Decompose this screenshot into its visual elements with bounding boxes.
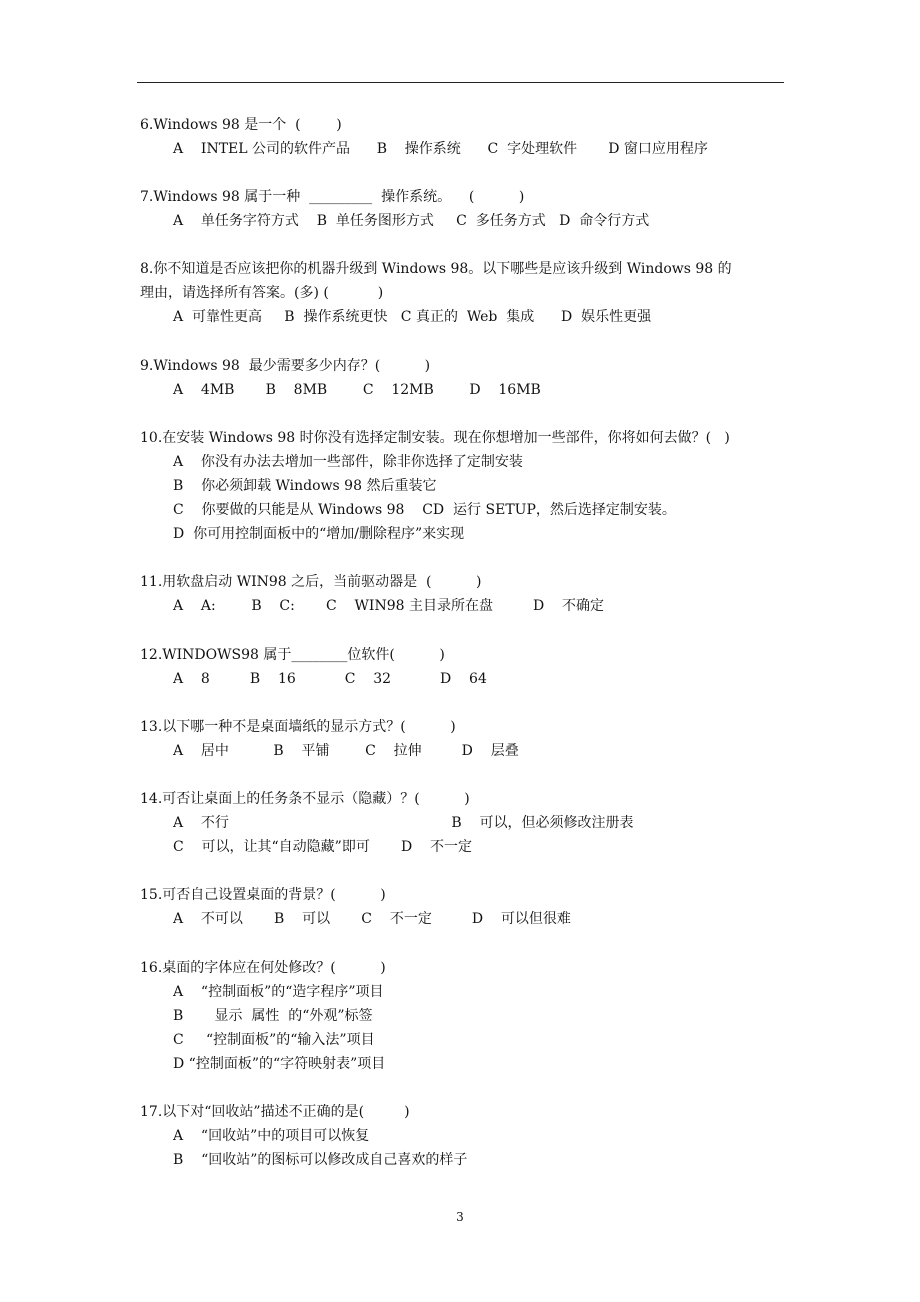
question-12-options: A 8 B 16 C 32 D 64 [173, 671, 487, 687]
question-9-stem: 9.Windows 98 最少需要多少内存？( ) [140, 358, 431, 374]
question-6-options: A INTEL 公司的软件产品 B 操作系统 C 字处理软件 D 窗口应用程序 [173, 141, 708, 157]
question-15-stem: 15.可否自己设置桌面的背景？( ) [140, 887, 386, 903]
question-16-stem: 16.桌面的字体应在何处修改？( ) [140, 960, 386, 976]
question-7-stem: 7.Windows 98 属于一种 _________ 操作系统。 ( ) [140, 189, 525, 205]
question-10-option-a: A 你没有办法去增加一些部件，除非你选择了定制安装 [173, 454, 523, 470]
question-9-options: A 4MB B 8MB C 12MB D 16MB [173, 382, 541, 398]
question-6-stem: 6.Windows 98 是一个 ( ) [140, 117, 342, 133]
question-12-stem: 12.WINDOWS98 属于________位软件( ) [140, 647, 445, 663]
question-16-option-d: D “控制面板”的“字符映射表”项目 [173, 1056, 386, 1072]
question-17-option-a: A “回收站”中的项目可以恢复 [173, 1128, 370, 1144]
page-number: 3 [456, 1210, 464, 1224]
question-8-stem-continued: 理由，请选择所有答案。(多) ( ) [140, 285, 384, 301]
question-14-options-ab: A 不行 B 可以，但必须修改注册表 [173, 815, 634, 831]
question-11-options: A A: B C: C WIN98 主目录所在盘 D 不确定 [173, 598, 605, 614]
question-16-option-a: A “控制面板”的“造字程序”项目 [173, 984, 384, 1000]
question-10-stem: 10.在安装 Windows 98 时你没有选择定制安装。现在你想增加一些部件，你将如何去做？( ) [140, 430, 730, 446]
question-8-options: A 可靠性更高 B 操作系统更快 C 真正的 Web 集成 D 娱乐性更强 [173, 309, 652, 325]
question-13-options: A 居中 B 平铺 C 拉伸 D 层叠 [173, 743, 519, 759]
question-16-option-b: B 显示 属性 的“外观”标签 [173, 1008, 373, 1024]
question-15-options: A 不可以 B 可以 C 不一定 D 可以但很难 [173, 911, 571, 927]
question-11-stem: 11.用软盘启动 WIN98 之后，当前驱动器是 ( ) [140, 574, 482, 590]
question-8-stem: 8.你不知道是否应该把你的机器升级到 Windows 98。以下哪些是应该升级到 Windows 98 的 [140, 261, 732, 277]
question-14-stem: 14.可否让桌面上的任务条不显示（隐藏）？( ) [140, 791, 470, 807]
header-rule [137, 82, 784, 83]
question-13-stem: 13.以下哪一种不是桌面墙纸的显示方式？( ) [140, 719, 456, 735]
question-16-option-c: C “控制面板”的“输入法”项目 [173, 1032, 375, 1048]
question-14-options-cd: C 可以，让其“自动隐藏”即可 D 不一定 [173, 839, 473, 855]
question-10-option-d: D 你可用控制面板中的“增加/删除程序”来实现 [173, 526, 465, 542]
question-17-option-b: B “回收站”的图标可以修改成自己喜欢的样子 [173, 1152, 468, 1168]
question-17-stem: 17.以下对“回收站”描述不正确的是( ) [140, 1104, 410, 1120]
question-7-options: A 单任务字符方式 B 单任务图形方式 C 多任务方式 D 命令行方式 [173, 213, 650, 229]
question-10-option-b: B 你必须卸载 Windows 98 然后重装它 [173, 478, 437, 494]
question-10-option-c: C 你要做的只能是从 Windows 98 CD 运行 SETUP，然后选择定制安装。 [173, 502, 676, 518]
